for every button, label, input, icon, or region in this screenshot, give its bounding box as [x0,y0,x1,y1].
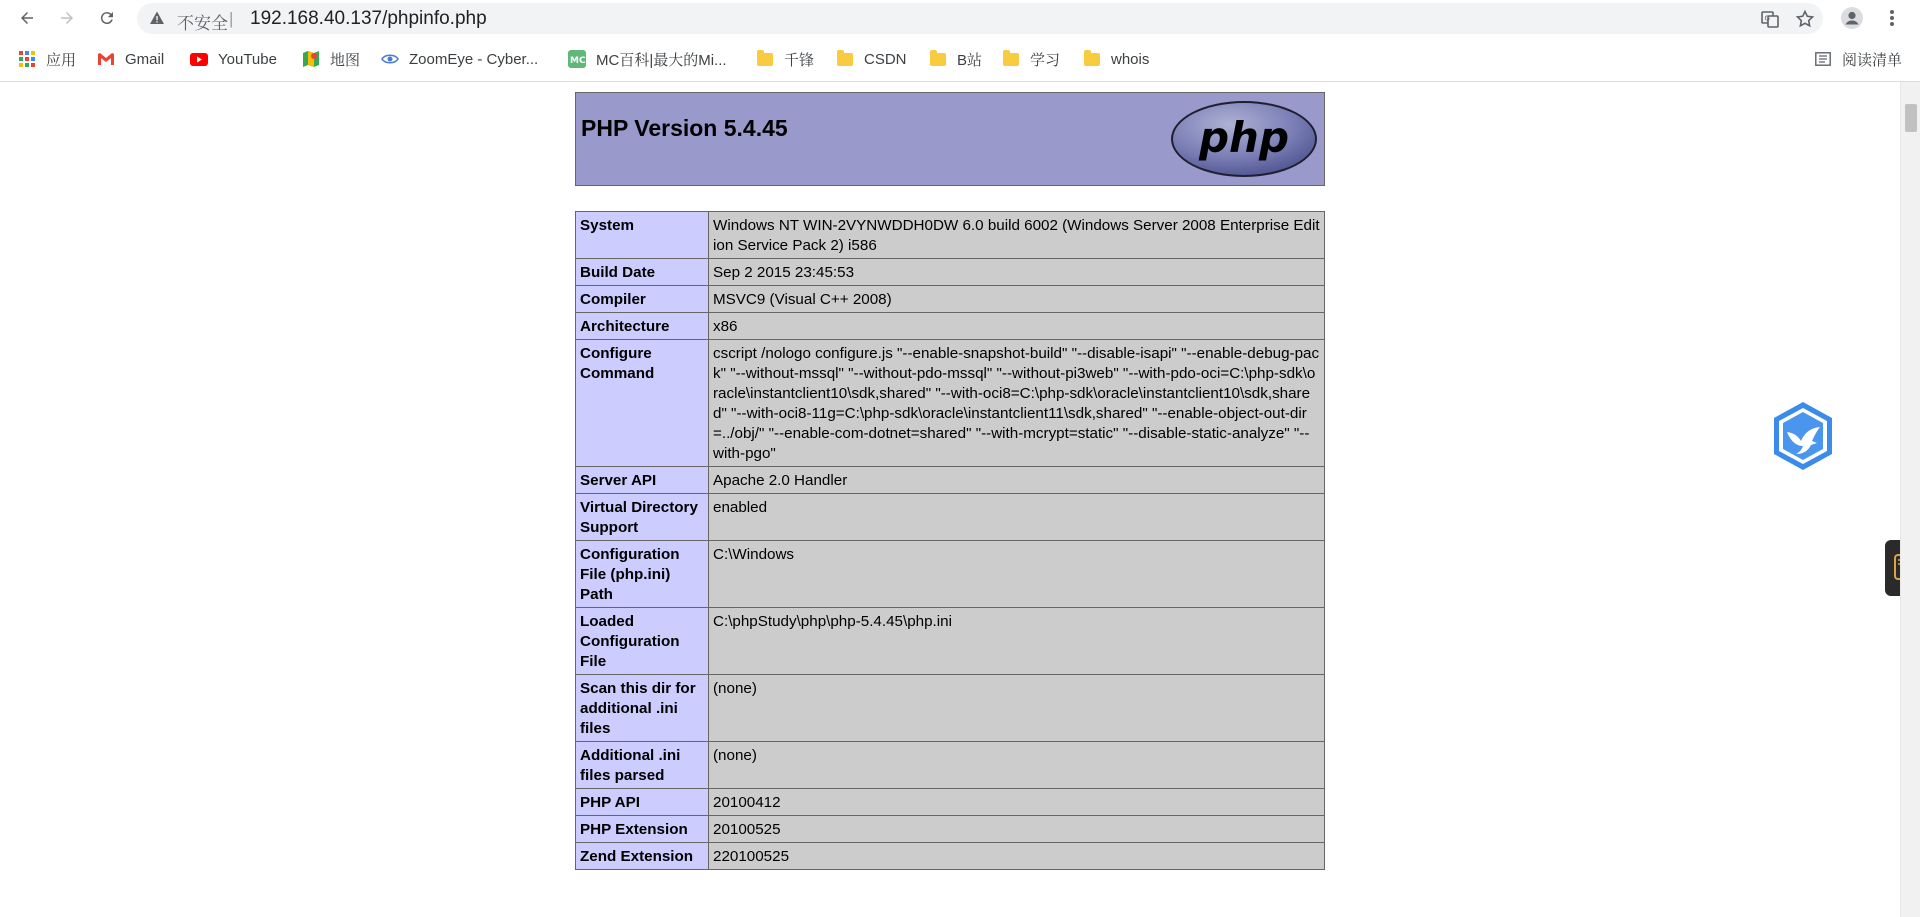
svg-text:MC: MC [570,56,586,66]
info-key: Compiler [576,286,709,313]
bookmark-label: MC百科|最大的Mi... [596,51,727,69]
browser-toolbar [0,0,1920,36]
url-text[interactable]: 192.168.40.137/phpinfo.php [250,8,487,29]
browser-menu-button[interactable] [1880,6,1904,30]
info-key: Scan this dir for additional .ini files [576,675,709,742]
info-value: Apache 2.0 Handler [709,467,1325,494]
bookmark-folder-qianfeng[interactable] [756,48,814,70]
back-arrow-icon [18,9,36,27]
info-key: PHP API [576,789,709,816]
bookmark-label: B站 [957,51,983,69]
info-row [576,494,1325,541]
kebab-menu-icon [1889,9,1895,27]
info-row [576,742,1325,789]
page-viewport [0,82,1900,917]
bookmark-label: whois [1111,50,1150,68]
info-value: Sep 2 2015 23:45:53 [709,259,1325,286]
info-key: System [576,212,709,259]
bookmark-label: YouTube [218,50,277,68]
bookmark-apps[interactable] [18,48,76,70]
info-key: Additional .ini files parsed [576,742,709,789]
cup-icon [1885,540,1900,596]
info-key: Server API [576,467,709,494]
bookmark-folder-whois[interactable] [1083,48,1149,70]
folder-icon [1002,50,1020,68]
warning-icon [149,10,165,26]
info-row [576,313,1325,340]
info-key: Architecture [576,313,709,340]
info-row [576,816,1325,843]
scrollbar-thumb[interactable] [1905,104,1917,132]
info-key: PHP Extension [576,816,709,843]
folder-icon [836,50,854,68]
bookmark-label: CSDN [864,50,907,68]
bookmark-label: 地图 [330,51,361,69]
address-bar[interactable] [137,3,1823,34]
svg-text:G: G [1764,14,1770,23]
forward-arrow-icon [58,9,76,27]
info-row [576,212,1325,259]
info-row [576,467,1325,494]
info-value: C:\phpStudy\php\php-5.4.45\php.ini [709,608,1325,675]
account-icon [1841,7,1863,29]
info-key: Configure Command [576,340,709,467]
info-value: (none) [709,742,1325,789]
info-key: Loaded Configuration File [576,608,709,675]
php-version-title: PHP Version 5.4.45 [581,115,788,141]
info-row [576,340,1325,467]
info-row [576,286,1325,313]
php-version-header [575,92,1325,186]
info-row [576,843,1325,870]
info-row [576,541,1325,608]
bookmark-maps[interactable] [302,48,360,70]
php-logo-icon [1169,99,1319,179]
php-logo-text: php [1198,113,1290,162]
floating-bird-icon[interactable] [1770,400,1836,472]
folder-icon [756,50,774,68]
bookmark-label: ZoomEye - Cyber... [409,50,539,68]
info-row [576,259,1325,286]
reading-list-button[interactable] [1814,48,1902,70]
bookmark-mcmod[interactable] [568,48,727,70]
info-row [576,675,1325,742]
php-info-table [575,211,1325,870]
page-scrollbar[interactable] [1900,82,1920,917]
info-value: 20100412 [709,789,1325,816]
apps-grid-icon [18,50,36,68]
bookmark-label: 千锋 [784,51,815,69]
info-value: C:\Windows [709,541,1325,608]
reading-list-icon [1814,50,1832,68]
bookmark-folder-study[interactable] [1002,48,1060,70]
info-value: Windows NT WIN-2VYNWDDH0DW 6.0 build 6002 (Windows Server 2008 Enterprise Edition Service Pack 2) i586 [709,212,1325,259]
info-value: x86 [709,313,1325,340]
bookmark-label: 应用 [46,51,77,69]
bookmarks-bar [0,36,1920,82]
info-value: MSVC9 (Visual C++ 2008) [709,286,1325,313]
info-row [576,608,1325,675]
bookmark-label: 学习 [1030,51,1061,69]
folder-icon [929,50,947,68]
profile-avatar[interactable] [1840,6,1864,30]
reload-icon [98,9,116,27]
maps-icon [302,50,320,68]
folder-icon [1083,50,1101,68]
security-status[interactable]: 不安全 [177,14,228,34]
info-key: Build Date [576,259,709,286]
bookmark-star-icon[interactable] [1795,9,1815,29]
info-value: (none) [709,675,1325,742]
info-key: Zend Extension [576,843,709,870]
youtube-icon [190,50,208,68]
bookmark-gmail[interactable] [97,48,164,70]
bookmark-zoomeye[interactable] [381,48,538,70]
bookmark-folder-bilibili[interactable] [929,48,982,70]
info-value: enabled [709,494,1325,541]
back-button[interactable] [14,6,40,30]
side-panel-tab[interactable] [1885,540,1900,596]
translate-icon[interactable] [1760,9,1780,29]
gmail-icon [97,50,115,68]
url-separator: | [229,9,234,28]
mcmod-icon [568,50,586,68]
zoomeye-icon [381,50,399,68]
reading-list-label: 阅读清单 [1842,51,1903,69]
info-key: Configuration File (php.ini) Path [576,541,709,608]
bookmark-label: Gmail [125,50,165,68]
info-value: 20100525 [709,816,1325,843]
info-value: 220100525 [709,843,1325,870]
bookmark-folder-csdn[interactable] [836,48,907,70]
bookmark-youtube[interactable] [190,48,277,70]
info-row [576,789,1325,816]
reload-button[interactable] [94,6,120,30]
info-key: Virtual Directory Support [576,494,709,541]
forward-button[interactable] [54,6,80,30]
info-value: cscript /nologo configure.js "--enable-snapshot-build" "--disable-isapi" "--enable-debug-pack" "--without-mssql" "--without-pdo-mssql" "--without-pi3web" "--with-pdo-oci=C:\php-sdk\oracle\instantclient10\sdk,shared" "--with-oci8=C:\php-sdk\oracle\instantclient10\sdk,shared" "--with-oci8-11g=C:\php-sdk\oracle\instantclient11\sdk,shared" "--enable-object-out-dir=../obj/" "--enable-com-dotnet=shared" "--with-mcrypt=static" "--disable-static-analyze" "--with-pgo" [709,340,1325,467]
